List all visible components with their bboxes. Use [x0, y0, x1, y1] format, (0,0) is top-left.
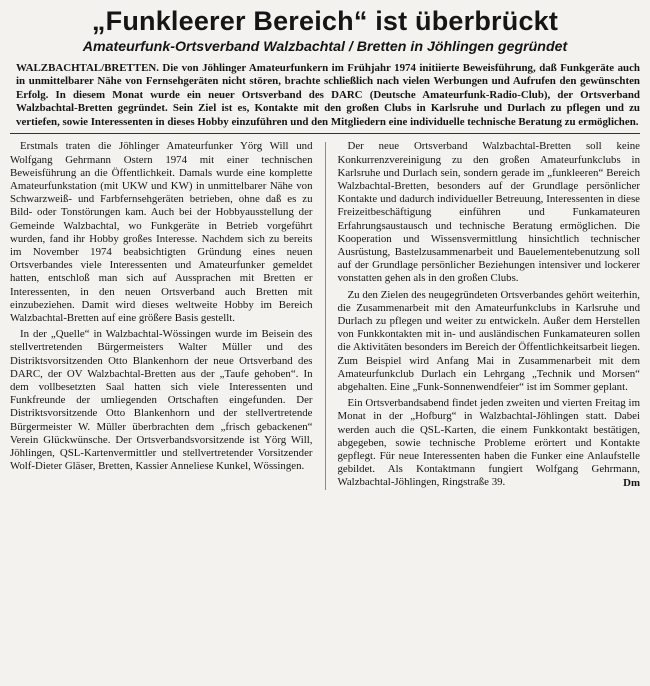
headline: „Funkleerer Bereich“ ist überbrückt	[91, 6, 559, 36]
left-column	[10, 140, 313, 489]
body-paragraph: Ein Ortsverbandsabend findet jeden zweiten und vierten Freitag im Monat in der „Hofburg“ in Walzbachtal-Jöhlingen statt. Dabei werden auch die QSL-Karten, die einem Funkkontakt bestätigen, abgegeben, sowie technische Probleme erörtert und Kontakte gepflegt. Für neue Interessenten haben die Funker eine Anlaufstelle gebildet. Als Kontaktmann fungiert Wolfgang Gehrmann, Walzbachtal-Jöhlingen, Ringstraße 39.	[337, 397, 640, 489]
subheadline: Amateurfunk-Ortsverband Walzbachtal / Bretten in Jöhlingen gegründet	[82, 39, 568, 55]
column-divider	[325, 142, 326, 489]
body-paragraph: Zu den Zielen des neugegründeten Ortsverbandes gehört weiterhin, die Zusammenarbeit mit den Amateurfunkclubs in Karlsruhe und Durlach zu pflegen und weiter zu entwickeln. Außer dem Herstellen von Funkkontakten mit in- und ausländischen Funkamateuren sollen die Aktivitäten besonders im Bereich der Öffentlichkeitsarbeit liegen. Zum Beispiel wird Anfang Mai in Zusammenarbeit mit dem Amateurfunkclub Durlach ein Lehrgang „Technik und Morsen“ abgehalten. Eine „Funk-Sonnenwendfeier“ ist im Sommer geplant.	[337, 288, 640, 393]
body-paragraph: In der „Quelle“ in Walzbachtal-Wössingen wurde im Beisein des stellvertretenden Bürgermeisters Walter Müller und des Distriktsvorsitzenden Otto Blankenhorn der neue Ortsverband des DARC, der OV Walzbachtal-Bretten aus der „Taufe gehoben“. In dem vollbesetzten Saal hatten sich viele Interessenten und Funkfreunde der umliegenden Ortschaften eingefunden. Der Distriktsvorsitzende Otto Blankenhorn und der stellvertretende Bürgermeister W. Müller überbrachten dem „frisch gebackenen“ Verein Glückwünsche. Der Ortsverbandsvorsitzende ist Yörg Will, Jöhlingen, QSL-Kartenvermittler und stellvertretender Vorsitzender Wolf-Dieter Gläser, Bretten, Kassier Anneliese Kunkel, Wössingen.	[10, 328, 313, 473]
article-body	[8, 140, 642, 489]
closing-paragraph	[338, 397, 641, 489]
separator-rule	[10, 133, 640, 134]
body-paragraph: Erstmals traten die Jöhlinger Amateurfunker Yörg Will und Wolfgang Gehrmann Ostern 1974 mit einer technischen Beweisführung an die Öffentlichkeit. Damals wurde eine komplette Amateurfunkstation (mit UKW und KW) in unmittelbarer Nähe von Schwarzweiß- und Farbfernsehgeräten betrieben, ohne daß es zu Bild- oder Tonstörungen kam. Auch bei der Hobbyausstellung der Gemeinde Walzbachtal, wo Funkgeräte in Betrieb vorgeführt wurden, fand ihr Hobby großes Interesse. Nachdem sich zu bereits im November 1974 beabsichtigten Gründung eines neuen Ortsverbandes viele Interessenten und Amateurfunker gemeldet hatten, entschloß man sich auf Aussprachen mit Bretten er Interessenten, in den neuen Ortsverband auch Bretten mit einzubeziehen. Damit wird dieses weltweite Hobby im Bereich Walzbachtal-Bretten auf eine größere Basis gestellt.	[10, 140, 313, 324]
author-initials: Dm	[623, 476, 640, 489]
right-column	[338, 140, 641, 489]
lead-paragraph: WALZBACHTAL/BRETTEN. Die von Jöhlinger Amateurfunkern im Frühjahr 1974 initiierte Beweisführung, daß Funkgeräte auch in unmittelbarer Nähe von Fernsehgeräten nicht stören, brachte schließlich nach vielen Werbungen und Aufrufen den gewünschten Erfolg. In diesem Monat wurde ein neuer Ortsverband des DARC (Deutsche Amateurfunk-Radio-Club), der Ortsverband Walzbachtal-Bretten gegründet. Sein Ziel ist es, Kontakte mit den großen Clubs in Karlsruhe und Durlach zu pflegen und zu vertiefen, sowie Interessenten in dieses Hobby einzuführen und den Mitgliedern eine individuelle technische Beratung zu ermöglichen.	[16, 62, 640, 128]
body-paragraph: Der neue Ortsverband Walzbachtal-Bretten soll keine Konkurrenzvereinigung zu den großen Amateurfunkclubs in Karlsruhe und Durlach sein, sondern gerade im „funkleeren“ Bereich Walzbachtal-Bretten, besonders auf der Grundlage persönlicher Kontakte und dadurch individueller Betreuung, Interessenten in diese Freizeitbeschäftigung einführen und Funkamateuren Erfahrungsaustausch und technische Beratung ermöglichen. Die Kooperation und Wissensvermittlung hinsichtlich technischer Ausrüstung, Bastelzusammenarbeit und Bauelementebenutzung soll auf der Grundlage persönlicher Beziehungen intensiver und lockerer vonstatten gehen als in den großen Clubs.	[337, 140, 640, 285]
